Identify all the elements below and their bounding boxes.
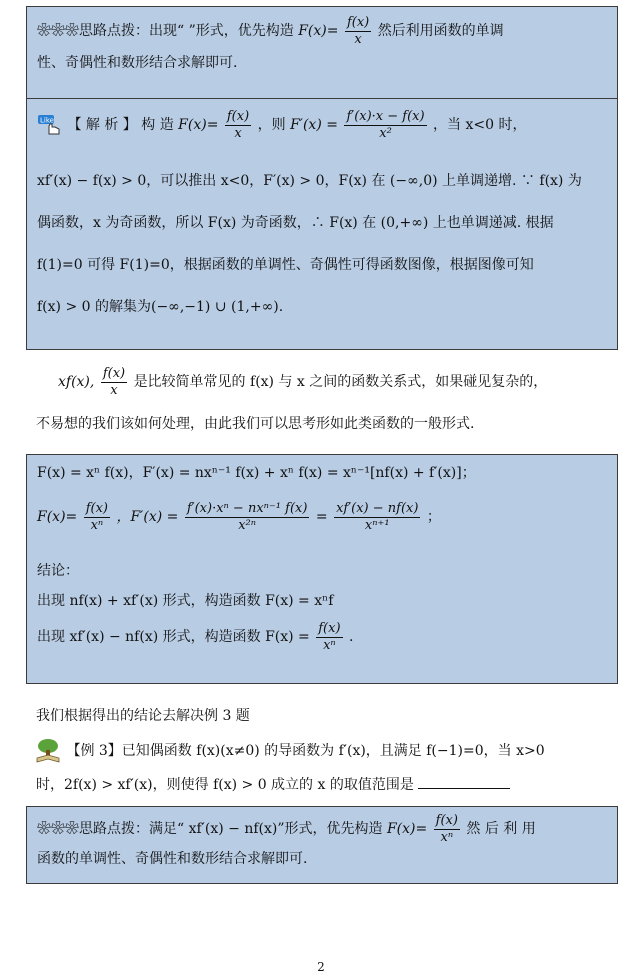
book-tree-icon bbox=[34, 738, 62, 764]
solution-line-5: f(x) > 0 的解集为(−∞,−1) ∪ (1,+∞). bbox=[37, 299, 284, 315]
fraction-fx-over-x: $\frac{f(x)}{x}$ bbox=[226, 109, 250, 141]
formula-lhs: F(x)= bbox=[178, 117, 219, 134]
derivative-lhs: ，F′(x) = bbox=[116, 509, 179, 526]
fraction-fx-over-xn: $\frac{f(x)}{\text{xⁿ}}$ bbox=[435, 813, 458, 845]
formula-lhs: F(x)= bbox=[386, 821, 428, 838]
formula-lhs: F(x)= bbox=[298, 23, 339, 40]
solution-when: ，当 x<0 时， bbox=[433, 117, 527, 134]
solution-line-3: 偶函数，x 为奇函数，所以 F(x) 为奇函数，∴ F(x) 在 (0,+∞) 上也单调递减. 根据 bbox=[37, 215, 554, 231]
solution-label: 【 解 析 】 构 造 bbox=[67, 117, 179, 134]
para-formula: xf(x), bbox=[58, 374, 95, 391]
conclusion-text: 出现 xf′(x) − nf(x) 形式，构造函数 F(x) = bbox=[37, 629, 310, 646]
formula-lhs: F(x)= bbox=[37, 509, 78, 526]
para-text: 是比较简单常见的 f(x) 与 x 之间的函数关系式，如果碰见复杂的， bbox=[133, 374, 548, 391]
answer-blank[interactable] bbox=[418, 774, 510, 789]
fraction-fx-over-x: $\frac{f(x)}{x}$ bbox=[102, 366, 126, 398]
hint-line-1 bbox=[37, 813, 607, 845]
general-line-2 bbox=[37, 501, 607, 533]
conclusion-line-1: 出现 nf(x) + xf′(x) 形式，构造函数 F(x) = xⁿf bbox=[37, 593, 334, 609]
hint-text: ❀❀❀思路点拨：出现“ ”形式，优先构造 bbox=[37, 23, 299, 40]
hint-line-1 bbox=[37, 15, 607, 47]
example-text: 时，2f(x) > xf′(x)，则使得 f(x) > 0 成立的 x 的取值范围是 bbox=[36, 777, 414, 793]
derivative-lhs: F′(x) = bbox=[290, 117, 338, 134]
example-3-line-1 bbox=[34, 738, 545, 764]
hint-text-tail: 然后利用函数的单调 bbox=[377, 23, 504, 40]
fraction-derivative: $\frac{f'(x)\cdot x - f(x)}{\text{x²}}$ bbox=[346, 109, 425, 141]
hint-line-2: 函数的单调性、奇偶性和数形结合求解即可. bbox=[37, 851, 308, 867]
semicolon: ； bbox=[426, 509, 441, 526]
hint-box-1 bbox=[26, 6, 618, 100]
solution-then: ，则 bbox=[257, 117, 291, 134]
paragraph-1-line-1 bbox=[58, 366, 547, 398]
paragraph-1-line-2: 不易想的我们该如何处理，由此我们可以思考形如此类函数的一般形式. bbox=[36, 416, 475, 432]
page-number: 2 bbox=[317, 960, 325, 974]
solution-line-4: f(1)=0 可得 F(1)=0，根据函数的单调性、奇偶性可得函数图像，根据图像可知 bbox=[37, 257, 534, 273]
fraction-fx-over-xn: $\frac{f(x)}{\text{xⁿ}}$ bbox=[318, 621, 341, 653]
general-line-1: F(x) = xⁿ f(x)，F′(x) = nxⁿ⁻¹ f(x) + xⁿ f(x) = xⁿ⁻¹[nf(x) + f′(x)]； bbox=[37, 465, 476, 481]
equals-sign: = bbox=[315, 509, 328, 526]
svg-text:Like: Like bbox=[40, 116, 54, 125]
conclusion-label: 结论： bbox=[37, 563, 79, 579]
example-3-line-2 bbox=[36, 774, 510, 796]
fraction-general-derivative: $\frac{\text{f′(x)·xⁿ − nxⁿ⁻¹ f(x)}}{\text{x²ⁿ}}$ bbox=[186, 501, 308, 533]
solution-box bbox=[26, 98, 618, 350]
general-form-box bbox=[26, 454, 618, 684]
hint-text-tail: 然 后 利 用 bbox=[466, 821, 536, 838]
period: . bbox=[349, 629, 354, 646]
solution-header bbox=[37, 109, 607, 141]
hint-line-2: 性、奇偶性和数形结合求解即可. bbox=[37, 55, 238, 71]
paragraph-2: 我们根据得出的结论去解决例 3 题 bbox=[36, 708, 250, 724]
conclusion-line-2 bbox=[37, 621, 607, 653]
hint-text: ❀❀❀思路点拨：满足“ xf′(x) − nf(x)”形式，优先构造 bbox=[37, 821, 387, 838]
example-text: 【例 3】已知偶函数 f(x)(x≠0) 的导函数为 f′(x)，且满足 f(−1)=0，当 x>0 bbox=[66, 743, 545, 759]
fraction-simplified: $\frac{xf'(x) - nf(x)}{\text{xⁿ⁺¹}}$ bbox=[336, 501, 419, 533]
fraction-fx-over-xn: $\frac{f(x)}{\text{xⁿ}}$ bbox=[85, 501, 109, 533]
hint-box-2 bbox=[26, 806, 618, 884]
fraction-fx-over-x: $\frac{f(x)}{x}$ bbox=[346, 15, 370, 47]
like-hand-icon bbox=[37, 114, 63, 136]
solution-line-2: xf′(x) − f(x) > 0，可以推出 x<0，F′(x) > 0，F(x) 在 (−∞,0) 上单调递增. ∵ f(x) 为 bbox=[37, 173, 582, 189]
